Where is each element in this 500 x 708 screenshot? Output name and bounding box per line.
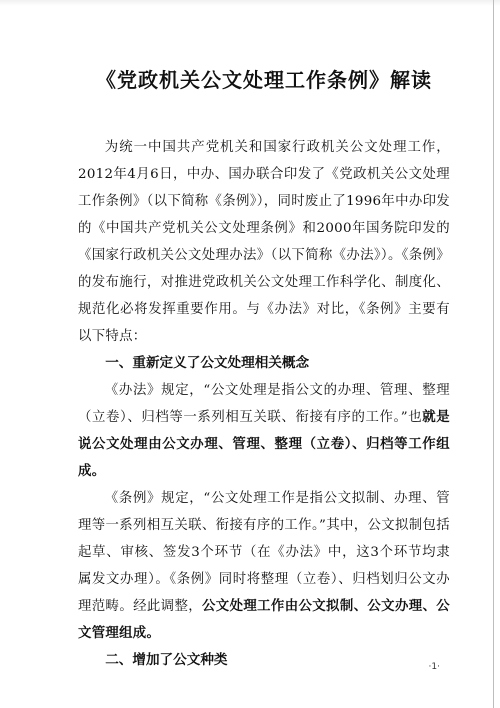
- paragraph-text: 《办法》规定，“公文处理是指公文的办理、管理、整理（立卷）、归档等一系列相互关联、衔接有序的工作。”也: [78, 383, 450, 425]
- document-body: [78, 66, 450, 674]
- page-edge-line: [493, 0, 494, 708]
- intro-paragraph: 为统一中国共产党机关和国家行政机关公文处理工作，2012年4月6日，中办、国办联合印发了《党政机关公文处理工作条例》（以下简称《条例》），同时废止了1996年中办印发的《中国共产党机关公文处理条例》和2000年国务院印发的《国家行政机关公文处理办法》（以下简称《办法》）。《条例》的发布施行，对推进党政机关公文处理工作科学化、制度化、规范化必将发挥重要作用。与《办法》对比，《条例》主要有以下特点：: [78, 140, 450, 344]
- paragraph-bold-text: 就是说公文处理由公文办理、管理、整理（立卷）、归档等工作组成。: [78, 409, 450, 479]
- paragraph-text: 《条例》规定，“公文处理工作是指公文拟制、办理、管理等一系列相互关联、衔接有序的工作。”其中，公文拟制包括起草、审核、签发3个环节（在《办法》中，这3个环节均隶属发文办理）。《条例》同时将整理（立卷）、归档划归公文办理范畴。经此调整，: [78, 491, 450, 614]
- section-1-heading: 一、重新定义了公文处理相关概念: [105, 355, 310, 371]
- section-1-paragraph-2: [78, 485, 450, 647]
- page-number: ·1·: [428, 662, 440, 672]
- document-title: 《党政机关公文处理工作条例》解读: [96, 68, 432, 92]
- paragraph-bold-text: 公文处理工作由公文拟制、公文办理、公文管理组成。: [78, 598, 450, 641]
- scan-edge: [0, 0, 500, 6]
- section-2-heading: 二、增加了公文种类: [105, 652, 228, 668]
- section-1-paragraph-1: [78, 377, 450, 485]
